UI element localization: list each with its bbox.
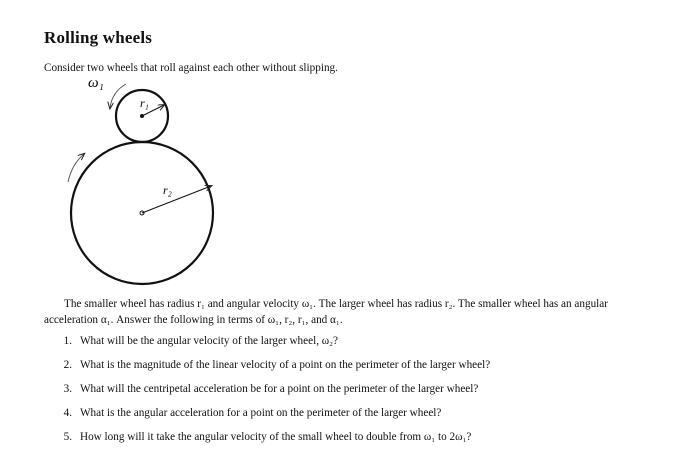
question-number: 3. bbox=[63, 383, 72, 395]
wheels-diagram bbox=[60, 75, 230, 248]
list-item bbox=[44, 357, 664, 381]
r2-radius-arrow bbox=[142, 186, 211, 213]
question-text: How long will it take the angular velocity of the small wheel to double from ω₁ to 2ω₁? bbox=[80, 431, 472, 443]
question-number: 2. bbox=[63, 359, 72, 371]
question-number: 1. bbox=[63, 335, 72, 347]
list-item bbox=[44, 405, 664, 429]
question-number: 5. bbox=[63, 431, 72, 443]
question-text: What will the centripetal acceleration be for a point on the perimeter of the larger wheel? bbox=[80, 383, 479, 395]
omega1-label: ω₁ bbox=[88, 75, 104, 91]
list-item bbox=[44, 381, 664, 405]
question-number: 4. bbox=[63, 407, 72, 419]
page-title: Rolling wheels bbox=[44, 28, 153, 47]
r1-label: r₁ bbox=[140, 96, 149, 110]
question-text: What is the magnitude of the linear velocity of a point on the perimeter of the larger wheel? bbox=[80, 359, 491, 371]
list-item bbox=[44, 333, 664, 357]
question-list bbox=[44, 333, 664, 453]
intro-text: Consider two wheels that roll against each other without slipping. bbox=[44, 62, 338, 74]
question-text: What is the angular acceleration for a point on the perimeter of the larger wheel? bbox=[80, 407, 442, 419]
problem-paragraph: The smaller wheel has radius r₁ and angular velocity ω₁. The larger wheel has radius r₂. The smaller wheel has an angular acceleration α₁. Answer the following in terms of ω₁, r₂, r₁, and α₁. bbox=[44, 298, 608, 326]
wheels-svg bbox=[60, 75, 230, 248]
question-text: What will be the angular velocity of the larger wheel, ω₂? bbox=[80, 335, 339, 347]
list-item bbox=[44, 429, 664, 453]
r2-label: r₂ bbox=[163, 183, 172, 197]
